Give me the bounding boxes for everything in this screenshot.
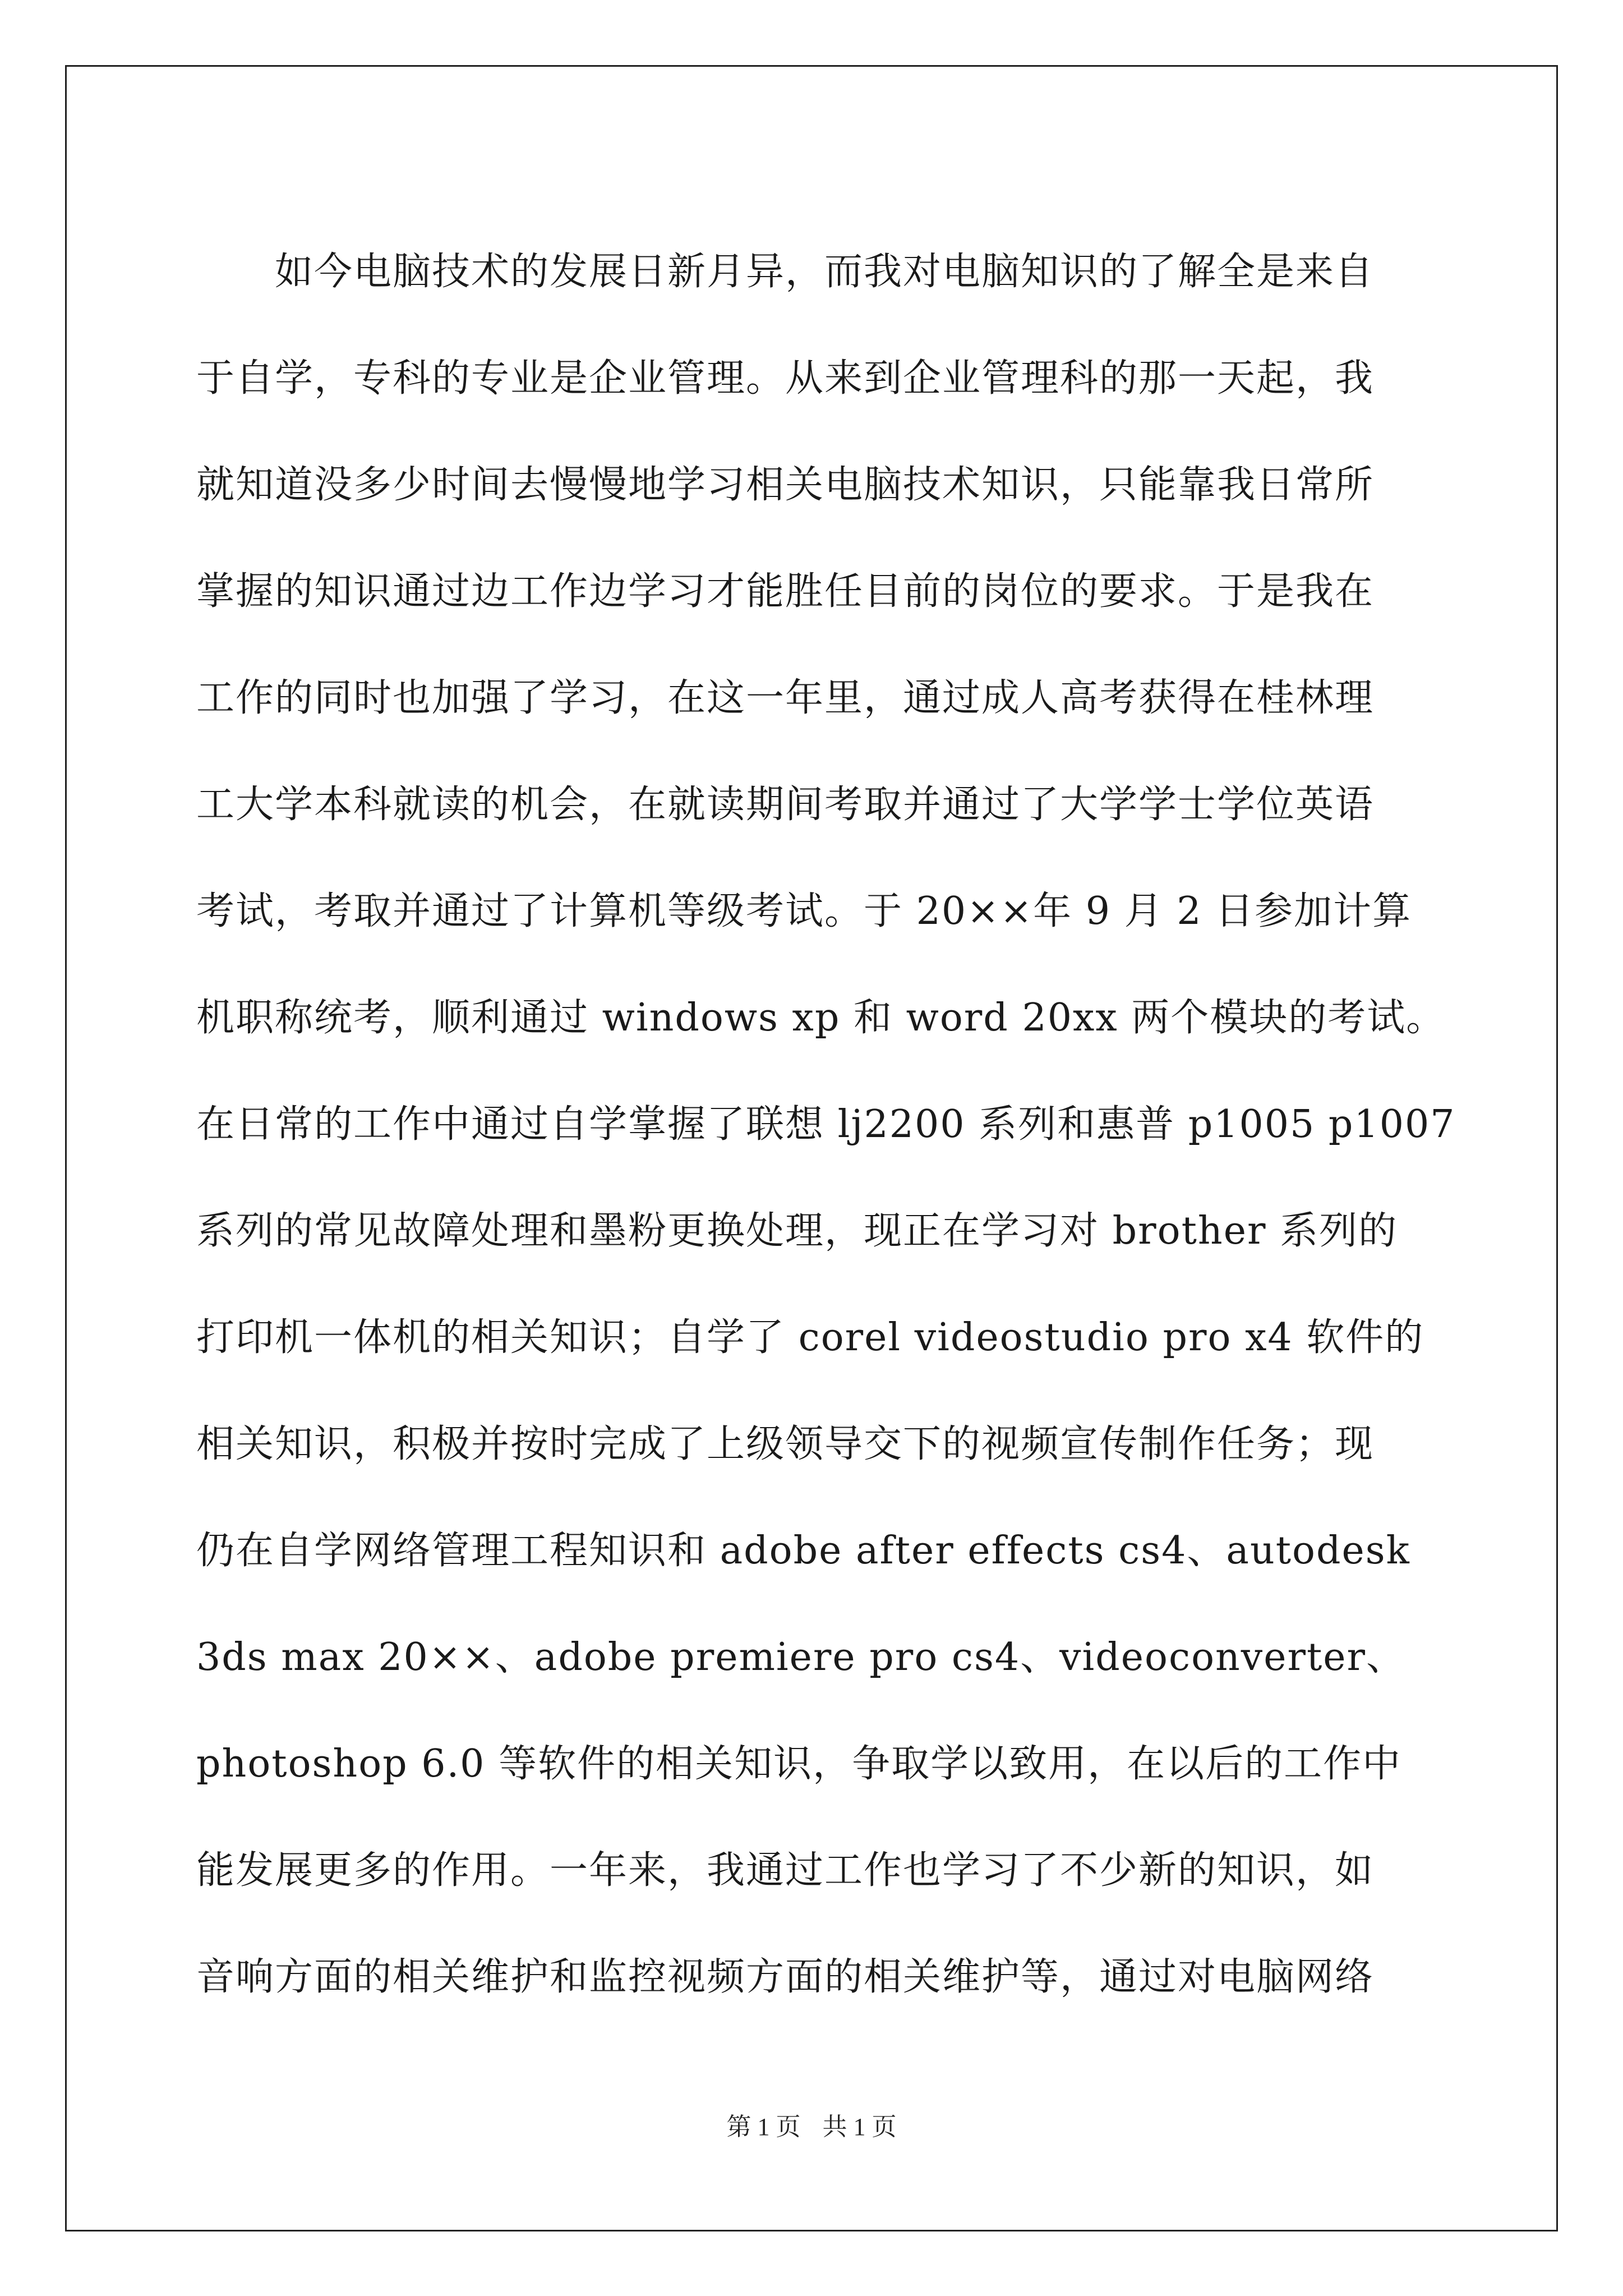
- text-line-15: photoshop 6.0 等软件的相关知识，争取学以致用，在以后的工作中: [196, 1742, 1402, 1786]
- page-footer: [0, 2106, 1623, 2142]
- page-number: 第 1 页: [726, 2113, 801, 2141]
- text-line-17: 音响方面的相关维护和监控视频方面的相关维护等，通过对电脑网络: [196, 1955, 1375, 1999]
- text-line-4: 掌握的知识通过边工作边学习才能胜任目前的岗位的要求。于是我在: [196, 569, 1375, 614]
- page-total: 共 1 页: [822, 2113, 897, 2141]
- text-line-13: 仍在自学网络管理工程知识和 adobe after effects cs4、autodesk: [196, 1529, 1410, 1573]
- text-line-14: 3ds max 20××、adobe premiere pro cs4、videoconverter、: [196, 1635, 1406, 1680]
- text-line-16: 能发展更多的作用。一年来，我通过工作也学习了不少新的知识，如: [196, 1848, 1375, 1893]
- text-line-3: 就知道没多少时间去慢慢地学习相关电脑技术知识，只能靠我日常所: [196, 463, 1375, 507]
- text-line-8: 机职称统考，顺利通过 windows xp 和 word 20xx 两个模块的考试。: [196, 996, 1446, 1040]
- text-line-11: 打印机一体机的相关知识；自学了 corel videostudio pro x4 软件的: [196, 1315, 1424, 1360]
- text-line-1: 如今电脑技术的发展日新月异，而我对电脑知识的了解全是来自: [275, 250, 1375, 294]
- text-line-12: 相关知识，积极并按时完成了上级领导交下的视频宣传制作任务；现: [196, 1422, 1375, 1466]
- text-line-2: 于自学，专科的专业是企业管理。从来到企业管理科的那一天起，我: [196, 356, 1375, 401]
- text-line-9: 在日常的工作中通过自学掌握了联想 lj2200 系列和惠普 p1005 p1007: [196, 1102, 1456, 1147]
- text-line-10: 系列的常见故障处理和墨粉更换处理，现正在学习对 brother 系列的: [196, 1209, 1398, 1253]
- text-line-7: 考试，考取并通过了计算机等级考试。于 20××年 9 月 2 日参加计算: [196, 889, 1412, 933]
- text-line-5: 工作的同时也加强了学习，在这一年里，通过成人高考获得在桂林理: [196, 676, 1375, 720]
- text-line-6: 工大学本科就读的机会，在就读期间考取并通过了大学学士学位英语: [196, 783, 1375, 827]
- body-text: [196, 219, 1456, 2031]
